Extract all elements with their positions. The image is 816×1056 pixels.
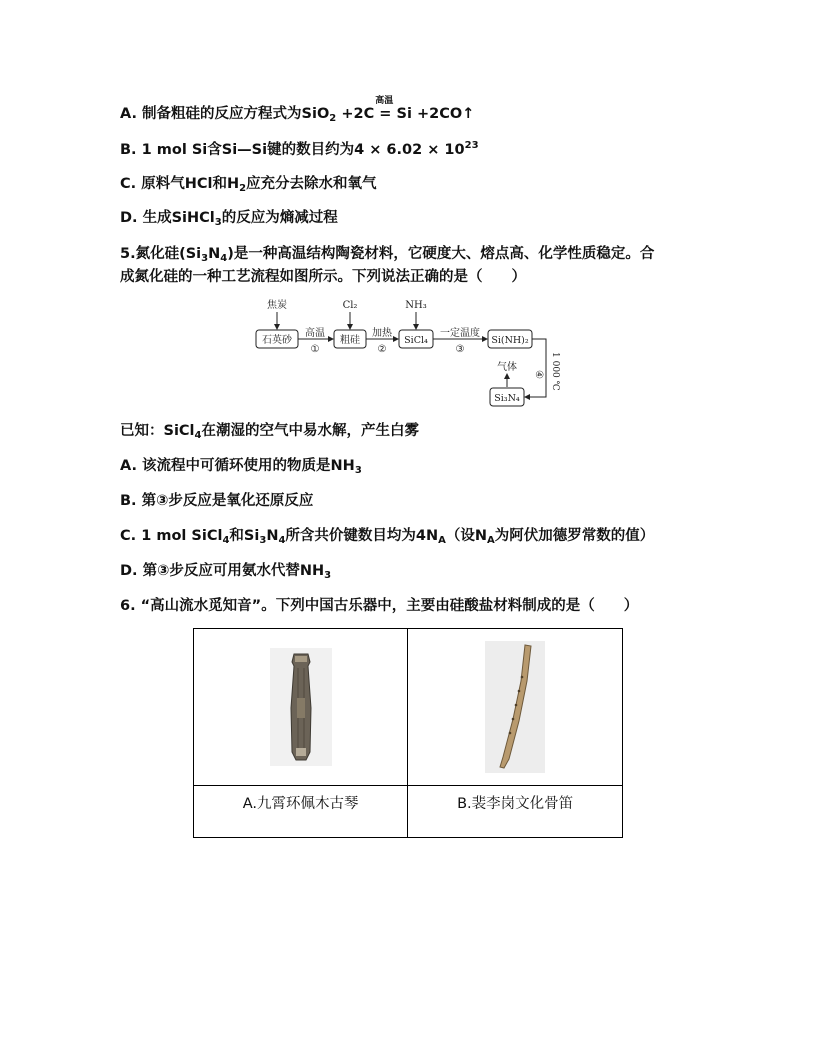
svg-text:①: ① xyxy=(310,344,320,355)
svg-text:高温: 高温 xyxy=(305,328,325,339)
q4-option-b: B. 1 mol Si含Si—Si键的数目约为$4 \times 6.02 \times 10^{23}$ xyxy=(120,140,479,158)
svg-text:②: ② xyxy=(377,344,387,355)
flow-input-cl2: Cl₂ xyxy=(342,300,358,311)
flow-gas-label: 气体 xyxy=(497,362,517,373)
q5-known: 已知：SiCl$_4$在潮湿的空气中易水解，产生白雾 xyxy=(120,423,419,441)
svg-text:③: ③ xyxy=(455,344,465,355)
process-flow-diagram xyxy=(240,294,570,414)
q4-option-a: A. 制备粗硅的反应方程式为SiO$_2$ +2C 高温 = Si +2CO↑ xyxy=(120,96,475,124)
flow-box-sinh2-label: Si(NH)₂ xyxy=(491,335,529,346)
flow-box-crude-si-label: 粗硅 xyxy=(340,335,360,346)
q5-option-c: C. 1 mol SiCl$_4$和$Si_3N_4$所含共价键数目均为$4N_A$（设$N_A$为阿伏加德罗常数的值） xyxy=(120,528,655,546)
q4-option-d: D. 生成SiHCl$_3$的反应为熵减过程 xyxy=(120,210,338,228)
svg-text:1 000 ℃: 1 000 ℃ xyxy=(550,352,560,391)
q5-stem-line2: 成氮化硅的一种工艺流程如图所示。下列说法正确的是（ ） xyxy=(120,269,526,285)
reaction-condition: 高温 = xyxy=(375,96,394,122)
q5-stem-line1: 5.氮化硅$(Si_3N_4)$是一种高温结构陶瓷材料，它硬度大、熔点高、化学性质稳定。合 xyxy=(120,246,655,264)
bone-flute-image xyxy=(485,641,545,773)
flow-box-sicl4-label: SiCl₄ xyxy=(404,335,428,346)
flow-box-quartz-label: 石英砂 xyxy=(262,335,292,346)
svg-text:加热: 加热 xyxy=(372,328,392,339)
svg-text:一定温度: 一定温度 xyxy=(440,328,480,339)
caption-a: A.九霄环佩木古琴 xyxy=(194,786,408,838)
flow-input-coke: 焦炭 xyxy=(267,300,287,311)
q5-option-d: D. 第③步反应可用氨水代替$NH_3$ xyxy=(120,563,332,581)
instrument-table xyxy=(193,628,623,838)
q5-option-b: B. 第③步反应是氧化还原反应 xyxy=(120,493,314,509)
svg-text:④: ④ xyxy=(533,370,544,379)
cell-guqin-image xyxy=(194,629,408,786)
q4-option-c: C. 原料气HCl和$H_2$应充分去除水和氧气 xyxy=(120,176,377,194)
caption-b: B.裴李岗文化骨笛 xyxy=(408,786,623,838)
cell-bone-flute-image xyxy=(408,629,623,786)
q5-option-a: A. 该流程中可循环使用的物质是$NH_3$ xyxy=(120,458,362,476)
flow-input-nh3: NH₃ xyxy=(405,300,427,311)
flow-box-si3n4-label: Si₃N₄ xyxy=(494,393,520,404)
q6-stem: 6. “高山流水觅知音”。下列中国古乐器中，主要由硅酸盐材料制成的是（ ） xyxy=(120,598,639,614)
guqin-image xyxy=(270,648,332,766)
